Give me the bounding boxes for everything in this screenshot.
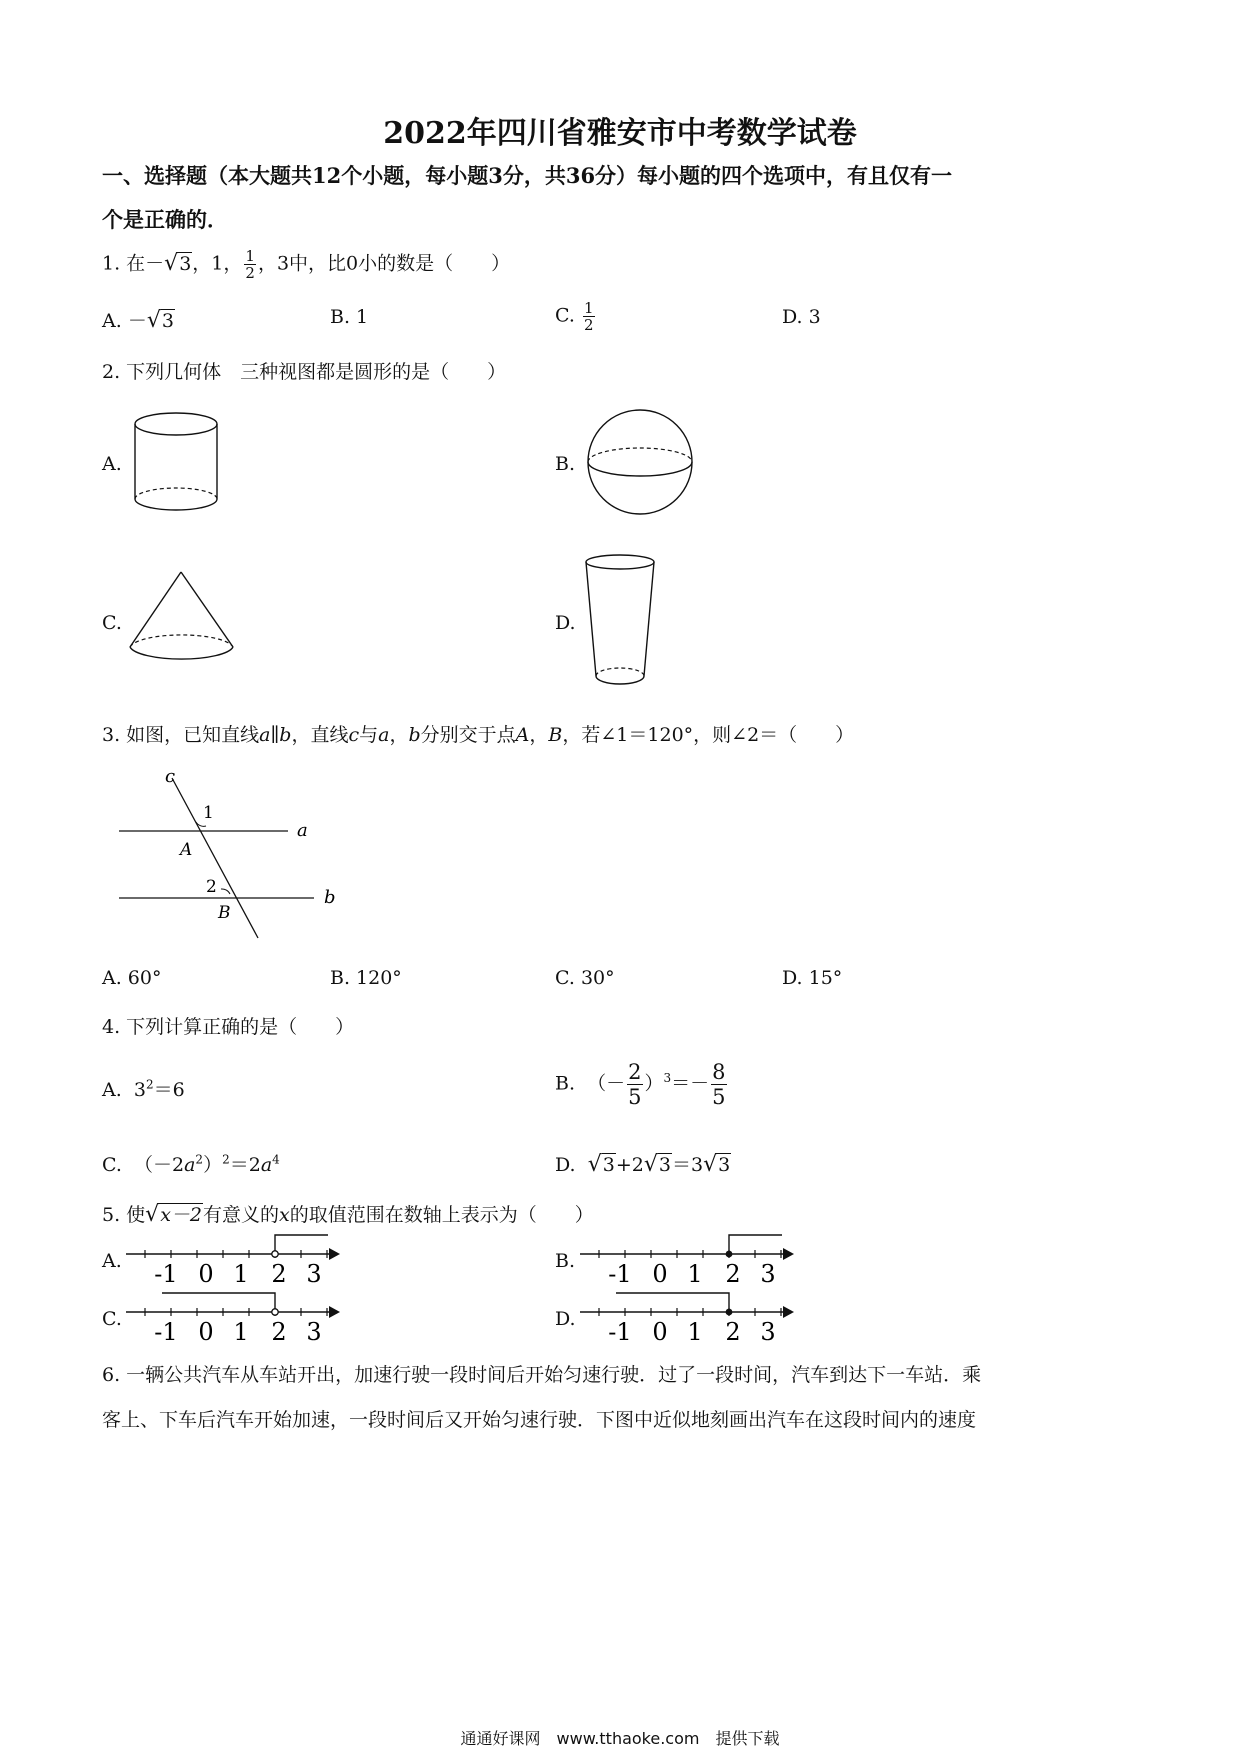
svg-text:2: 2 bbox=[271, 1318, 287, 1346]
svg-text:3: 3 bbox=[306, 1318, 322, 1346]
q1-option-d: D. 3 bbox=[782, 306, 821, 328]
label-point-A: A bbox=[180, 840, 193, 860]
q2-label-d: D. bbox=[555, 612, 576, 634]
svg-text:1: 1 bbox=[687, 1318, 703, 1346]
sqrt-symbol: √3 bbox=[164, 250, 192, 276]
label-line-b: b bbox=[324, 887, 336, 908]
label-line-a: a bbox=[297, 820, 308, 841]
q5-label-c: C. bbox=[102, 1308, 122, 1330]
q4-option-c: C. $(-2a^2)^2=2a^4$ bbox=[102, 1152, 280, 1176]
svg-text:-1: -1 bbox=[154, 1318, 178, 1346]
label-angle-1: 1 bbox=[203, 803, 214, 823]
number-line-a bbox=[126, 1232, 346, 1290]
label-point-B: B bbox=[218, 903, 231, 923]
svg-text:2: 2 bbox=[271, 1260, 287, 1288]
q5-label-d: D. bbox=[555, 1308, 576, 1330]
q3-option-d: D. 15° bbox=[782, 967, 843, 989]
question-3: 3. 如图，已知直线a∥b，直线c与a，b分别交于点A，B，若∠1＝120°，则∠2＝（ ） bbox=[102, 724, 855, 746]
q4-option-d: D. √3+2√3＝3√3 bbox=[555, 1152, 731, 1177]
q1-option-a: A. －√3 bbox=[102, 308, 174, 333]
svg-text:1: 1 bbox=[233, 1260, 249, 1288]
q5-label-b: B. bbox=[555, 1250, 576, 1272]
number-line-d bbox=[580, 1290, 800, 1348]
question-1: 1. 在－√3，1， $\frac{1}{2}$ ，3中，比0小的数是（ ） bbox=[102, 247, 511, 282]
q5-label-a: A. bbox=[102, 1250, 122, 1272]
svg-text:1: 1 bbox=[233, 1318, 249, 1346]
label-angle-2: 2 bbox=[206, 877, 217, 897]
svg-text:-1: -1 bbox=[608, 1260, 632, 1288]
footer-credit: 通通好课网 www.tthaoke.com 提供下载 bbox=[460, 1729, 780, 1748]
fraction: $\frac{1}{2}$ bbox=[245, 247, 255, 282]
q2-label-a: A. bbox=[102, 453, 122, 475]
svg-text:0: 0 bbox=[198, 1260, 214, 1288]
number-line-b bbox=[580, 1232, 800, 1290]
svg-text:-1: -1 bbox=[608, 1318, 632, 1346]
q3-option-b: B. 120° bbox=[330, 967, 402, 989]
q4-option-b: B. （－ $\frac{2}{5}$ ）$^3$＝－ $\frac{8}{5}$ bbox=[555, 1060, 726, 1109]
cone-figure bbox=[126, 570, 238, 670]
question-5: 5. 使√x－2有意义的x的取值范围在数轴上表示为（ ） bbox=[102, 1202, 594, 1227]
svg-text:3: 3 bbox=[760, 1260, 776, 1288]
section-header-line2: 个是正确的． bbox=[102, 207, 228, 232]
number-line-c bbox=[126, 1290, 346, 1348]
q2-label-b: B. bbox=[555, 453, 576, 475]
question-6-line2: 客上、下车后汽车开始加速，一段时间后又开始匀速行驶．下图中近似地刻画出汽车在这段时间内的速度 bbox=[102, 1409, 977, 1431]
sphere-figure bbox=[584, 410, 698, 514]
q3-option-a: A. 60° bbox=[102, 967, 162, 989]
q2-label-c: C. bbox=[102, 612, 122, 634]
svg-text:3: 3 bbox=[760, 1318, 776, 1346]
question-2: 2. 下列几何体 三种视图都是圆形的是（ ） bbox=[102, 361, 507, 383]
q3-option-c: C. 30° bbox=[555, 967, 615, 989]
frustum-figure bbox=[582, 552, 658, 692]
cylinder-figure bbox=[130, 408, 225, 520]
svg-text:-1: -1 bbox=[154, 1260, 178, 1288]
question-4: 4. 下列计算正确的是（ ） bbox=[102, 1016, 355, 1038]
section-header-line1: 一、选择题（本大题共12个小题，每小题3分，共36分）每小题的四个选项中，有且仅有一 bbox=[102, 163, 953, 188]
svg-text:2: 2 bbox=[725, 1318, 741, 1346]
svg-text:0: 0 bbox=[198, 1318, 214, 1346]
q1-option-b: B. 1 bbox=[330, 306, 369, 328]
q1-option-c: C. $\frac{1}{2}$ bbox=[555, 299, 594, 334]
svg-text:2: 2 bbox=[725, 1260, 741, 1288]
parallel-lines-figure bbox=[110, 764, 350, 944]
svg-text:3: 3 bbox=[306, 1260, 322, 1288]
svg-text:0: 0 bbox=[652, 1260, 668, 1288]
page-title: 2022年四川省雅安市中考数学试卷 bbox=[383, 116, 857, 151]
label-line-c: c bbox=[165, 766, 176, 787]
svg-text:0: 0 bbox=[652, 1318, 668, 1346]
question-6-line1: 6. 一辆公共汽车从车站开出，加速行驶一段时间后开始匀速行驶．过了一段时间，汽车到达下一车站．乘 bbox=[102, 1364, 982, 1386]
q4-option-a: A. $3^2=6$ bbox=[102, 1077, 185, 1101]
svg-text:1: 1 bbox=[687, 1260, 703, 1288]
